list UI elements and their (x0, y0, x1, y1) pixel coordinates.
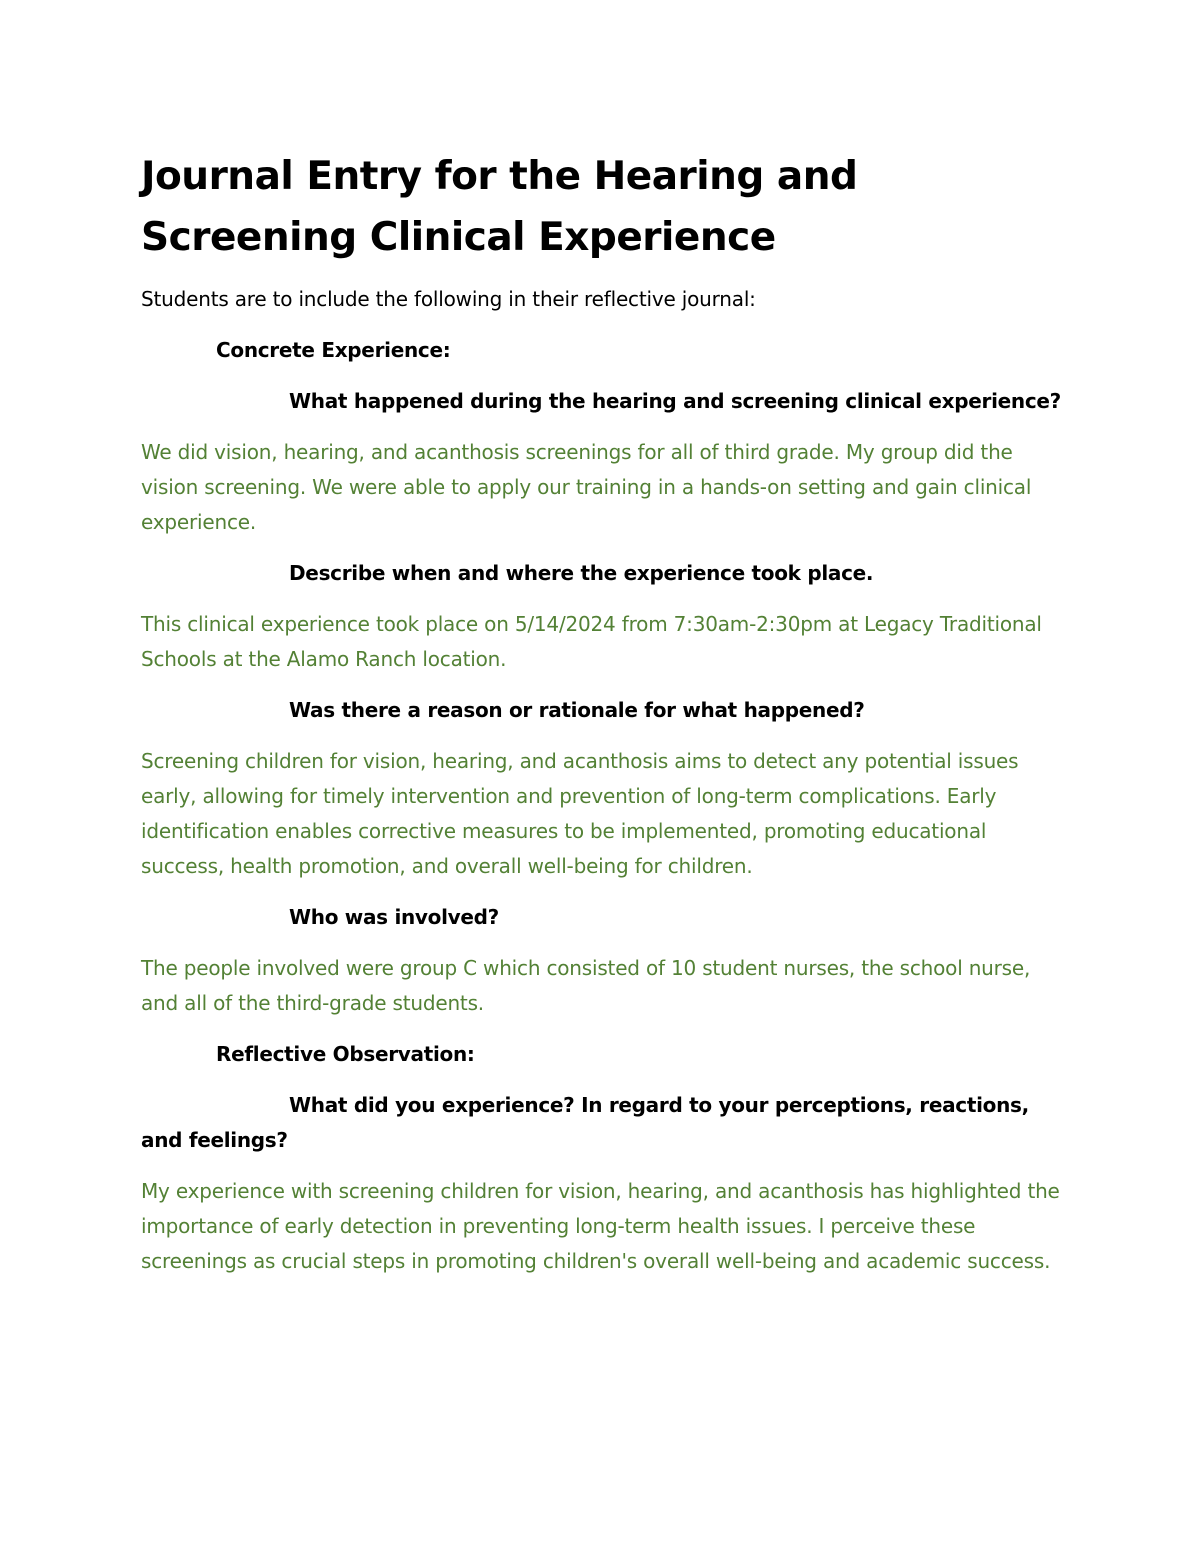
answer-what-happened: We did vision, hearing, and acanthosis screenings for all of third grade. My group did the vision screening. We were able to apply our training in a hands-on setting and gain clinical experience. (141, 440, 1032, 534)
question-what-experienced: What did you experience? In regard to your perceptions, reactions, and feelings? (141, 1093, 1029, 1152)
question-who-involved: Who was involved? (289, 905, 499, 929)
section-heading-reflective-observation: Reflective Observation: (216, 1042, 475, 1066)
answer-rationale: Screening children for vision, hearing, and acanthosis aims to detect any potential issues early, allowing for timely intervention and prevention of long-term complications. Early identification enables corrective measures to be implemented, promoting educational success, health promotion, and overall well-being for children. (141, 749, 1019, 878)
document-title: Journal Entry for the Hearing and Screening Clinical Experience (141, 154, 858, 260)
question-what-happened: What happened during the hearing and screening clinical experience? (289, 389, 1061, 413)
section-heading-concrete-experience: Concrete Experience: (216, 338, 451, 362)
answer-when-where: This clinical experience took place on 5/14/2024 from 7:30am-2:30pm at Legacy Traditional Schools at the Alamo Ranch location. (141, 612, 1042, 671)
question-rationale: Was there a reason or rationale for what happened? (289, 698, 865, 722)
intro-text: Students are to include the following in their reflective journal: (141, 287, 756, 311)
answer-who-involved: The people involved were group C which consisted of 10 student nurses, the school nurse, and all of the third-grade students. (141, 956, 1031, 1015)
answer-what-experienced: My experience with screening children for vision, hearing, and acanthosis has highlighted the importance of early detection in preventing long-term health issues. I perceive these screenings as crucial steps in promoting children's overall well-being and academic success. (141, 1179, 1060, 1273)
document-body (141, 146, 1066, 1295)
question-when-where: Describe when and where the experience took place. (289, 561, 874, 585)
